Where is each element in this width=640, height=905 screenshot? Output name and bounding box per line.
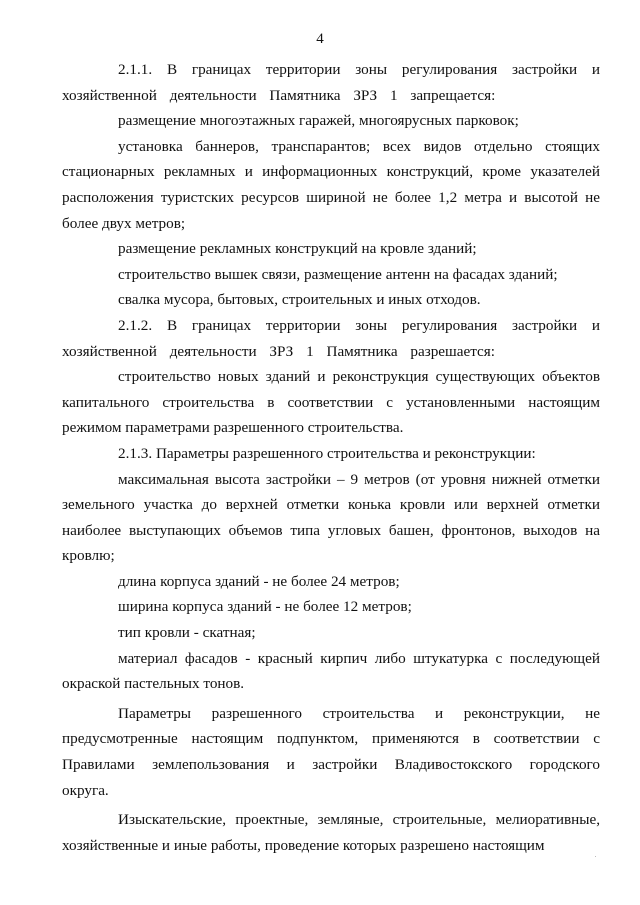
paragraph-permitted-construction: строительство новых зданий и реконструкция существующих объектов капитального строительства в соответствии с установленными настоящим режимом параметрами разрешенного строительства. [62,368,600,437]
paragraph-roof-type: тип кровли - скатная; [118,624,256,642]
paragraph-2-1-1: 2.1.1. В границах территории зоны регулирования застройки и хозяйственной деятельности Памятника ЗРЗ 1 запрещается: [62,61,600,104]
paragraph-building-width: ширина корпуса зданий - не более 12 метров; [118,598,412,616]
paragraph-building-length: длина корпуса зданий - не более 24 метров; [118,572,400,590]
scan-speck [595,856,596,857]
document-body [62,57,600,858]
paragraph-2-1-2: 2.1.2. В границах территории зоны регулирования застройки и хозяйственной деятельности ЗРЗ 1 Памятника разрешается: [62,316,600,360]
paragraph-prohibition-roof-ads: размещение рекламных конструкций на кровле зданий; [118,240,477,258]
paragraph-facade-material: материал фасадов - красный кирпич либо штукатурка с последующей окраской пастельных тонов. [62,649,600,693]
paragraph-prohibition-waste: свалка мусора, бытовых, строительных и иных отходов. [118,291,481,309]
paragraph-max-height: максимальная высота застройки – 9 метров (от уровня нижней отметки земельного участка до верхней отметки конька кровли или верхней отметки наиболее выступающих объемов типа угловых башен, фронтонов, выходов на кровлю; [62,470,600,565]
page-number: 4 [316,31,324,47]
paragraph-prohibition-garages: размещение многоэтажных гаражей, многоярусных парковок; [118,112,519,130]
paragraph-prohibition-banners: установка баннеров, транспарантов; всех видов отдельно стоящих стационарных рекламных и информационных конструкций, кроме указателей расположения туристских ресурсов шириной не более 1,2 метра и высотой не более двух метров; [62,137,600,232]
paragraph-works: Изыскательские, проектные, земляные, строительные, мелиоративные, хозяйственные и иные работы, проведение которых разрешено настоящим [62,811,600,854]
paragraph-other-parameters: Параметры разрешенного строительства и реконструкции, не предусмотренные настоящим подпунктом, применяются в соответствии с Правилами землепользования и застройки Владивостокского городского округа. [62,704,600,799]
paragraph-prohibition-towers: строительство вышек связи, размещение антенн на фасадах зданий; [118,265,558,283]
paragraph-2-1-3: 2.1.3. Параметры разрешенного строительства и реконструкции: [118,444,536,462]
